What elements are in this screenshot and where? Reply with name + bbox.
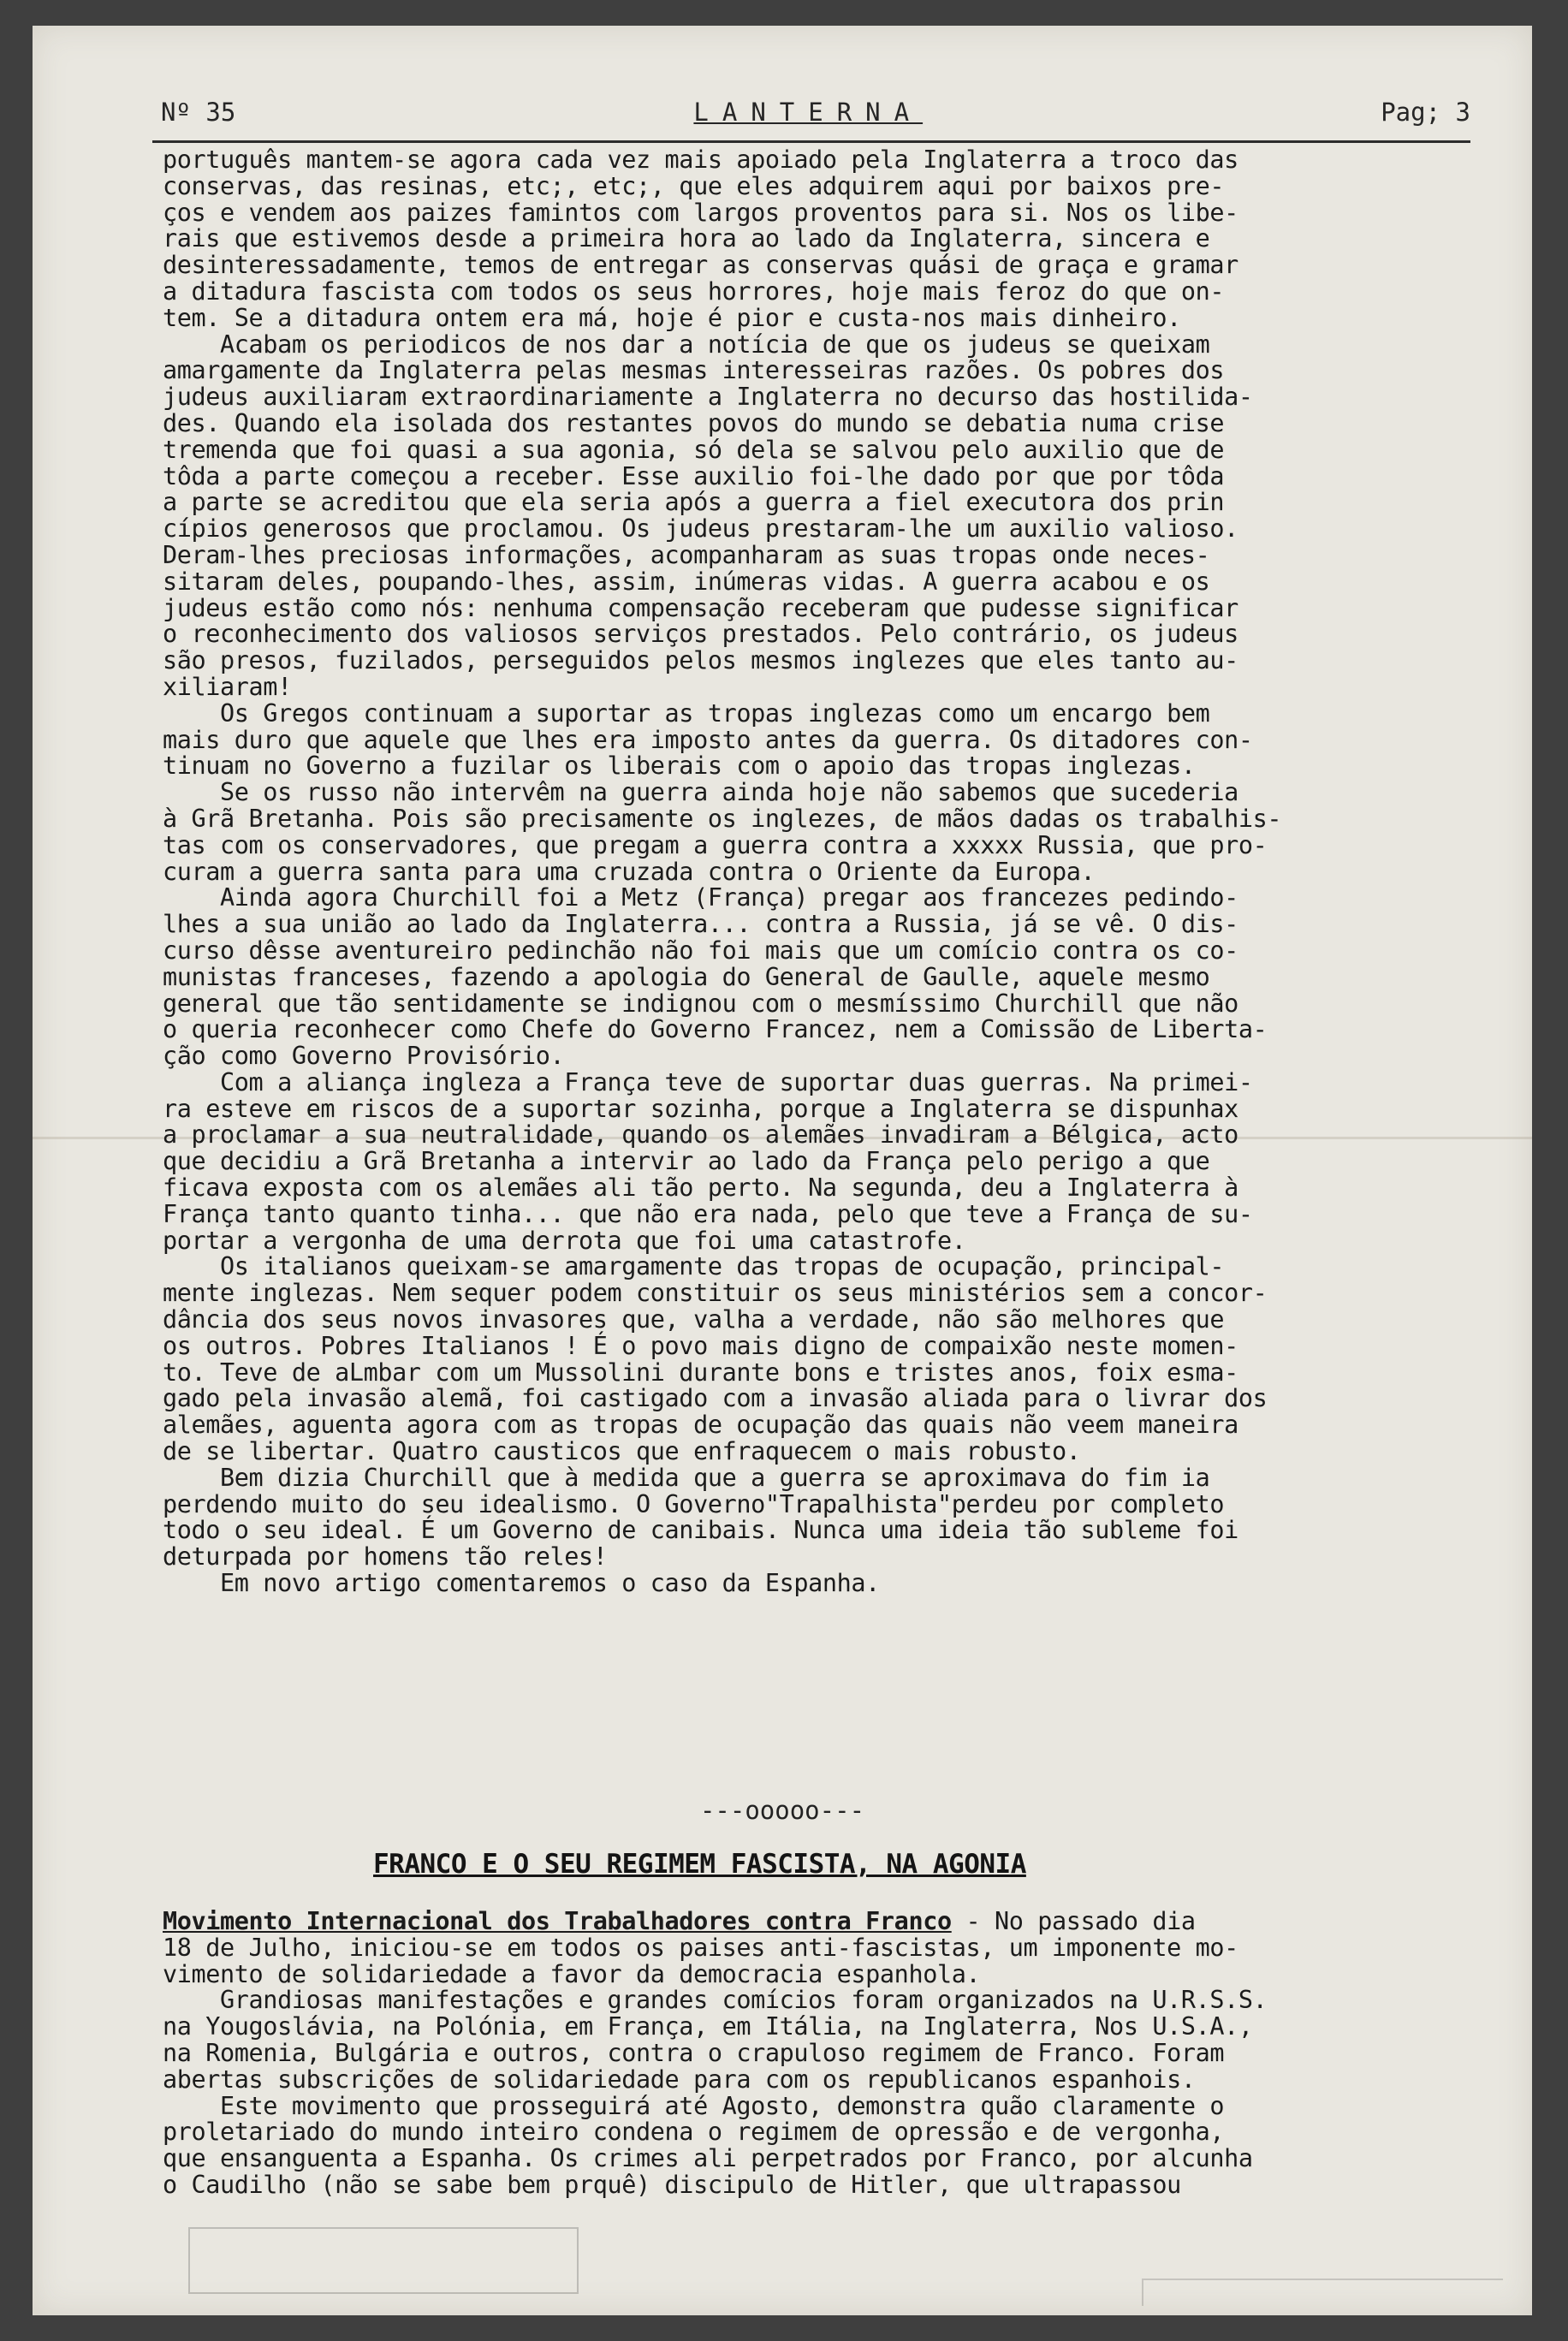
text-line: Em novo artigo comentaremos o caso da Espanha. [163, 1569, 880, 1598]
header-rule [152, 140, 1470, 143]
text-line: que ensanguenta a Espanha. Os crimes ali perpetrados por Franco, por alcunha [163, 2144, 1253, 2173]
text-line: o reconhecimento dos valiosos serviços prestados. Pelo contrário, os judeus [163, 620, 1238, 649]
issue-number: Nº 35 [161, 98, 236, 127]
text-line: gado pela invasão alemã, foi castigado com a invasão aliada para o livrar dos [163, 1384, 1268, 1413]
text-line: Ainda agora Churchill foi a Metz (França) pregar aos francezes pedindo- [163, 883, 1238, 912]
text-line: ção como Governo Provisório. [163, 1042, 565, 1071]
text-line: curso dêsse aventureiro pedinchão não foi mais que um comício contra os co- [163, 936, 1238, 965]
article-2-body [163, 1909, 1481, 2199]
text-line: 18 de Julho, iniciou-se em todos os paises anti-fascistas, um imponente mo- [163, 1933, 1238, 1962]
text-line: curam a guerra santa para uma cruzada contra o Oriente da Europa. [163, 857, 1096, 886]
page-number: Pag; 3 [1381, 98, 1470, 127]
text-line: na Yougoslávia, na Polónia, em França, em Itália, na Inglaterra, Nos U.S.A., [163, 2012, 1253, 2041]
text-line: mais duro que aquele que lhes era imposto antes da guerra. Os ditadores con- [163, 725, 1253, 754]
archive-stamp-2 [1142, 2279, 1503, 2306]
text-line: des. Quando ela isolada dos restantes povos do mundo se debatia numa crise [163, 408, 1225, 437]
text-line: a proclamar a sua neutralidade, quando os alemães invadiram a Bélgica, acto [163, 1120, 1238, 1150]
text-line: Grandiosas manifestações e grandes comícios foram organizados na U.R.S.S. [163, 1986, 1268, 2015]
text-line: a parte se acreditou que ela seria após a guerra a fiel executora dos prin [163, 488, 1225, 517]
text-line: rais que estivemos desde a primeira hora ao lado da Inglaterra, sincera e [163, 224, 1210, 253]
section-separator: ---ooooo--- [699, 1796, 865, 1825]
text-line: abertas subscrições de solidariedade para com os republicanos espanhois. [163, 2065, 1196, 2094]
text-line: o Caudilho (não se sabe bem prquê) discipulo de Hitler, que ultrapassou [163, 2170, 1181, 2199]
text-line: proletariado do mundo inteiro condena o regimem de opressão e de vergonha, [163, 2118, 1225, 2147]
text-line: tem. Se a ditadura ontem era má, hoje é pior e custa-nos mais dinheiro. [163, 303, 1181, 332]
text-line: o queria reconhecer como Chefe do Governo Francez, nem a Comissão de Liberta- [163, 1015, 1268, 1044]
text-line: de se libertar. Quatro causticos que enfraquecem o mais robusto. [163, 1437, 1081, 1466]
text-line: tinuam no Governo a fuzilar os liberais com o apoio das tropas inglezas. [163, 752, 1196, 781]
text-line: Deram-lhes preciosas informações, acompanharam as suas tropas onde neces- [163, 540, 1210, 569]
text-line: portar a vergonha de uma derrota que foi uma catastrofe. [163, 1226, 966, 1255]
article-lead-rest: - No passado dia [951, 1907, 1196, 1935]
text-line: Acabam os periodicos de nos dar a notícia de que os judeus se queixam [163, 330, 1210, 359]
text-line: Se os russo não intervêm na guerra ainda hoje não sabemos que sucederia [163, 778, 1238, 807]
text-line: mente inglezas. Nem sequer podem constituir os seus ministérios sem a concor- [163, 1279, 1268, 1308]
text-line: amargamente da Inglaterra pelas mesmas interesseiras razões. Os pobres dos [163, 356, 1225, 385]
text-line: França tanto quanto tinha... que não era nada, pelo que teve a França de su- [163, 1199, 1253, 1228]
text-line: tas com os conservadores, que pregam a guerra contra a xxxxx Russia, que pro- [163, 830, 1268, 859]
archive-stamp [188, 2227, 579, 2294]
text-line: cípios generosos que proclamou. Os judeus prestaram-lhe um auxilio valioso. [163, 514, 1238, 544]
text-line: todo o seu ideal. É um Governo de canibais. Nunca uma ideia tão subleme foi [163, 1516, 1238, 1545]
text-line: são presos, fuzilados, perseguidos pelos mesmos inglezes que eles tanto au- [163, 646, 1238, 675]
text-line: dância dos seus novos invasores que, valha a verdade, não são melhores que [163, 1305, 1225, 1334]
text-line: alemães, aguenta agora com as tropas de ocupação das quais não veem maneira [163, 1411, 1238, 1440]
text-line: conservas, das resinas, etc;, etc;, que eles adquirem aqui por baixos pre- [163, 171, 1225, 200]
text-line: sitaram deles, poupando-lhes, assim, inúmeras vidas. A guerra acabou e os [163, 567, 1210, 596]
text-line: tremenda que foi quasi a sua agonia, só dela se salvou pelo auxilio que de [163, 435, 1225, 464]
article-lead-heading: Movimento Internacional dos Trabalhadores contra Franco [163, 1907, 952, 1935]
publication-title: LANTERNA [693, 98, 924, 127]
text-line: to. Teve de aLmbar com um Mussolini durante bons e tristes anos, foix esma- [163, 1358, 1238, 1387]
text-line: desinteressadamente, temos de entregar as conservas quási de graça e gramar [163, 251, 1238, 280]
text-line: ços e vendem aos paizes famintos com largos proventos para si. Nos os libe- [163, 198, 1238, 227]
text-line: Este movimento que prosseguirá até Agosto, demonstra quão claramente o [163, 2091, 1225, 2120]
text-line: ficava exposta com os alemães ali tão perto. Na segunda, deu a Inglaterra à [163, 1173, 1238, 1203]
text-line: tôda a parte começou a receber. Esse auxilio foi-lhe dado por que por tôda [163, 461, 1225, 490]
text-line: lhes a sua união ao lado da Inglaterra... contra a Russia, já se vê. O dis- [163, 910, 1238, 939]
text-line: Com a aliança ingleza a França teve de suportar duas guerras. Na primei- [163, 1067, 1253, 1096]
text-line: xiliaram! [163, 672, 292, 701]
text-line: deturpada por homens tão reles! [163, 1542, 608, 1572]
text-line: a ditadura fascista com todos os seus horrores, hoje mais feroz do que on- [163, 276, 1225, 306]
text-line: Os italianos queixam-se amargamente das tropas de ocupação, principal- [163, 1252, 1225, 1281]
text-line: general que tão sentidamente se indignou com o mesmíssimo Churchill que não [163, 989, 1238, 1018]
text-line: judeus estão como nós: nenhuma compensação receberam que pudesse significar [163, 593, 1238, 622]
article-body [163, 147, 1481, 1597]
page-header [161, 98, 1470, 127]
text-line: que decidiu a Grã Bretanha a intervir ao lado da França pelo perigo a que [163, 1147, 1210, 1176]
text-line: Os Gregos continuam a suportar as tropas inglezas como um encargo bem [163, 698, 1210, 728]
text-line: português mantem-se agora cada vez mais apoiado pela Inglaterra a troco das [163, 146, 1238, 174]
text-line: Bem dizia Churchill que à medida que a guerra se aproximava do fim ia [163, 1463, 1210, 1492]
text-line: perdendo muito do seu idealismo. O Governo"Trapalhista"perdeu por completo [163, 1489, 1225, 1518]
text-line: ra esteve em riscos de a suportar sozinha, porque a Inglaterra se dispunhax [163, 1094, 1238, 1123]
text-line: na Romenia, Bulgária e outros, contra o crapuloso regimem de Franco. Foram [163, 2038, 1225, 2067]
text-line: munistas franceses, fazendo a apologia do General de Gaulle, aquele mesmo [163, 962, 1210, 991]
text-line: vimento de solidariedade a favor da democracia espanhola. [163, 1959, 981, 1988]
text-line: os outros. Pobres Italianos ! É o povo mais digno de compaixão neste momen- [163, 1331, 1238, 1360]
text-line: judeus auxiliaram extraordinariamente a Inglaterra no decurso das hostilida- [163, 383, 1253, 412]
text-line: à Grã Bretanha. Pois são precisamente os inglezes, de mãos dadas os trabalhis- [163, 804, 1282, 833]
newspaper-page [33, 26, 1532, 2315]
section-title: FRANCO E O SEU REGIMEM FASCISTA, NA AGONIA [373, 1849, 1026, 1880]
